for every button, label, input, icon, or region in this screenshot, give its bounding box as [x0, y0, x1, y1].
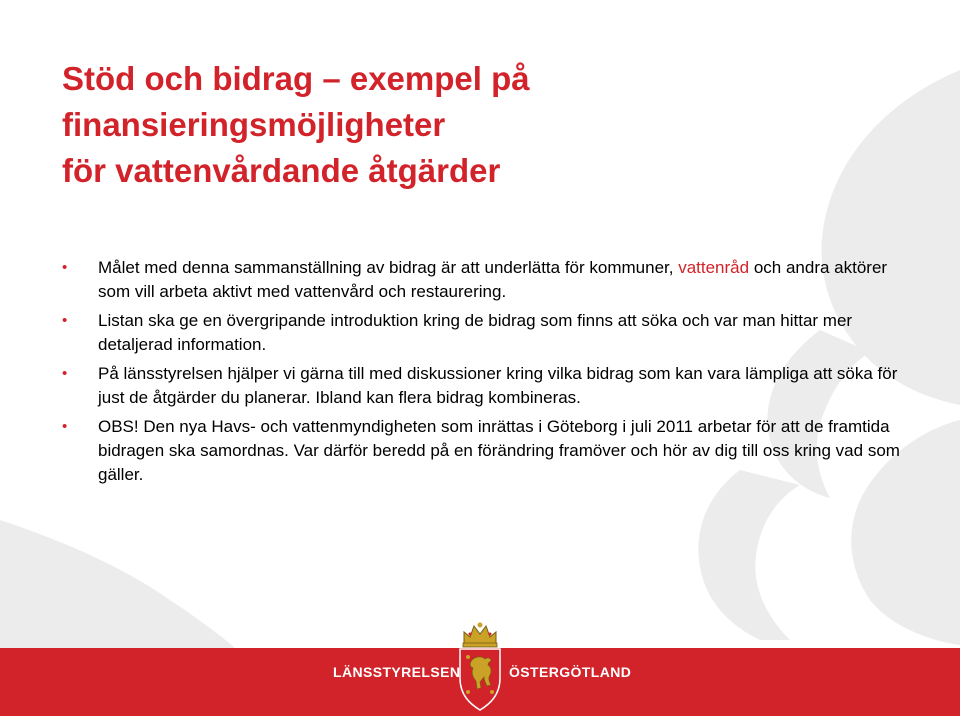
- bullet-text: OBS! Den nya Havs- och vattenmyndigheten som inrättas i Göteborg i juli 2011 arbetar för att de framtida bidragen ska samordnas. Var därför beredd på en förändring framöver och hör av dig till oss kring vad som gäller.: [98, 417, 900, 484]
- bullet-item-obs: [62, 415, 902, 487]
- bullet-text: På länsstyrelsen hjälper vi gärna till med diskussioner kring vilka bidrag som kan vara lämpliga att söka för just de åtgärder du planerar. Ibland kan flera bidrag kombineras.: [98, 364, 898, 407]
- bullet-text: Listan ska ge en övergripande introduktion kring de bidrag som finns att söka och var man hittar mer detaljerad information.: [98, 311, 853, 354]
- bullet-item-help: [62, 362, 902, 410]
- title-line-3: för vattenvårdande åtgärder: [62, 152, 501, 189]
- bullet-item-goal: [62, 256, 902, 304]
- vattenrad-highlight: vattenråd: [678, 258, 750, 277]
- bullet-item-list-intro: [62, 309, 902, 357]
- bullet-dot-icon: •: [62, 365, 68, 382]
- bullet-dot-icon: •: [62, 418, 68, 435]
- footer-label-lansstyrelsen: LÄNSSTYRELSEN: [333, 664, 461, 680]
- bullet-text-continued: och andra aktörer som vill arbeta aktivt med vattenvård och restaurering.: [98, 258, 888, 301]
- coat-of-arms-icon: [455, 620, 505, 712]
- title-line-1: Stöd och bidrag – exempel på: [62, 60, 530, 97]
- bullet-list: [62, 256, 902, 492]
- footer-label-ostergotland: ÖSTERGÖTLAND: [509, 664, 632, 680]
- page-title: [62, 56, 922, 194]
- bullet-text: Målet med denna sammanställning av bidrag är att underlätta för kommuner,: [98, 258, 679, 277]
- title-line-2: finansieringsmöjligheter: [62, 106, 446, 143]
- bullet-dot-icon: •: [62, 312, 68, 329]
- bullet-dot-icon: •: [62, 259, 68, 276]
